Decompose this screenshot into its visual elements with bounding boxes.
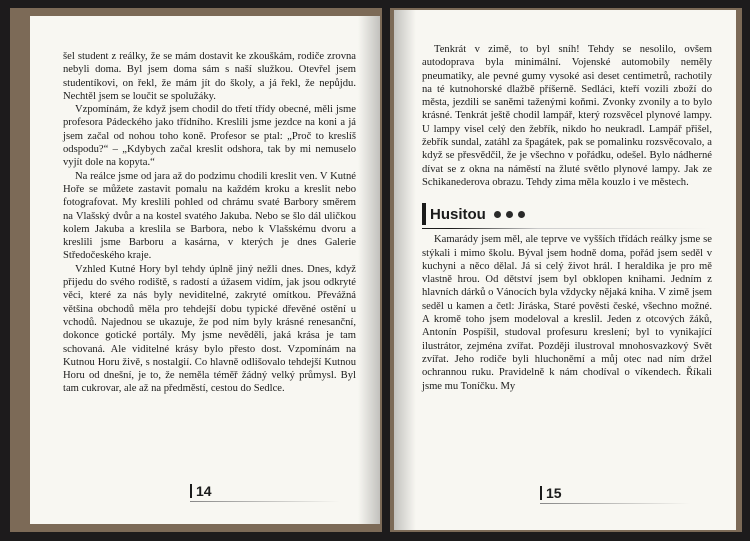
bullet-dot-icon: [494, 211, 501, 218]
heading-rule: [422, 228, 712, 229]
right-page: [394, 10, 736, 530]
heading-bar: [422, 203, 426, 225]
page-number: 15: [540, 486, 562, 500]
bullet-dot-icon: [506, 211, 513, 218]
paragraph: šel student z reálky, že se mám dostavit ke zkouškám, rodiče zrovna nebyli doma. Byl jsem doma sám s naší služkou. Otevřel jsem studentíkovi, on řekl, že mám jít do školy, a já řekl, že nepůjdu. Nechtěl jsem se loučit se spolužáky.: [63, 51, 356, 102]
paragraph: Vzpomínám, že když jsem chodil do třetí třídy obecné, měli jsme profesora Pádeckého jako třídního. Kreslili jsme jezdce na koni a já jsem začal od nohou toho koně. Profesor se ptal: „Proč to kreslíš odspodu?“ – „Kdybych začal kreslit odshora, tak by mi nemuselo vyjít dole na kopyta.“: [63, 104, 356, 169]
left-page: [30, 16, 380, 524]
paragraph: Kamarády jsem měl, ale teprve ve vyšších třídách reálky jsme se stýkali i mimo školu. Býval jsem hodně doma, pořád jsem seděl v kuchyni a něco dělal. Já si celý život hrál. I heraldika je pro mě vlastně hrou. Od dětství jsem byl obklopen knihami. Jedním z hlavních dárků o Vánocích byla vždycky nějaká kniha. V zimě jsem seděl u kamen a četl: Jiráska, Staré pověsti české, všechno možné. A kromě toho jsem modeloval a kreslil. Jeden z otcových žáků, Antonín Pospíšil, studoval profesuru kreslení; byl to vynikající ilustrátor, zejména zvířat. Později ilustroval mnohosvazkový Svět zvířat. Jeho rodiče byli hluchoněmí a můj otec nad ním držel ochrannou ruku. Pravidelně k nám chodíval o víkendech. Říkali jsme mu Toníčku. My: [422, 234, 712, 392]
paragraph: Tenkrát v zimě, to byl sníh! Tehdy se nesolilo, ovšem autodoprava byla minimální. Vojenské automobily neměly pneumatiky, ale pevné gumy vysoké asi deset centimetrů, rachotily na té kutnohorské dlažbě příšerně. Sedláci, kteří vozili zboží do města, jezdili se saněmi taženými koňmi. Zvonky zvonily a to bylo krásné. Tenkrát ještě chodil lampář, který rozsvěcel plynové lampy. U lampy visel celý den žebřík, nikdo ho neukradl. Lampář přišel, žebřík sundal, zatáhl za špagátek, pak se pomalinku rozsvěcovalo, a když se přesvědčil, že je všechno v pořádku, odešel. Bylo nádherné dívat se z okna na náměstí na žluté světlo plynové lampy. Jak ze Schikanederova obrazu. Tehdy zima měla kouzlo i ve městech.: [422, 44, 712, 188]
gutter-shadow: [394, 10, 416, 530]
paragraph: Vzhled Kutné Hory byl tehdy úplně jiný nežli dnes. Dnes, když přijedu do svého rodiště, s radostí a úžasem vidím, jak jsou odkryté věci, které za nás byly neviditelné, zakryté omítkou. Převážná většina obchodů měla pro tehdejší dobu typické dřevěné ostění u vchodů. Najednou se ukazuje, že pod ním byly krásné renesanční, dokonce gotické portály. My jsme nevěděli, jaká krása je tam schovaná. Ale viditelné krásy bylo přesto dost. Vzpomínám na Kutnou Horu živě, s nostalgií. Co hlavně odlišovalo tehdejší Kutnou Horu od dnešní, je to, že neměla téměř žádný velký průmysl. Byl tam cukrovar, ale až na předměstí, cestou do Sedlce.: [63, 263, 356, 395]
bullet-dot-icon: [518, 211, 525, 218]
page-number: 14: [190, 484, 212, 498]
gutter-shadow: [358, 16, 380, 524]
heading-dots: [494, 211, 525, 218]
section-heading: [422, 203, 712, 225]
heading-title: Husitou: [430, 205, 486, 223]
paragraph: Na reálce jsme od jara až do podzimu chodili kreslit ven. V Kutné Hoře se můžete zastavit pomalu na každém kroku a kreslit nebo fotografovat. My kreslili pohled od chrámu svaté Barbory směrem na Vlašský dvůr a na kostel svatého Jakuba. Nebo se šlo dál uličkou kolem Jakuba a kreslila se Barbora, nebo k Vlašskému dvoru a kreslili jsme Barboru a kasárna, v kterých je dnes Galerie Středočeského kraje.: [63, 170, 356, 262]
